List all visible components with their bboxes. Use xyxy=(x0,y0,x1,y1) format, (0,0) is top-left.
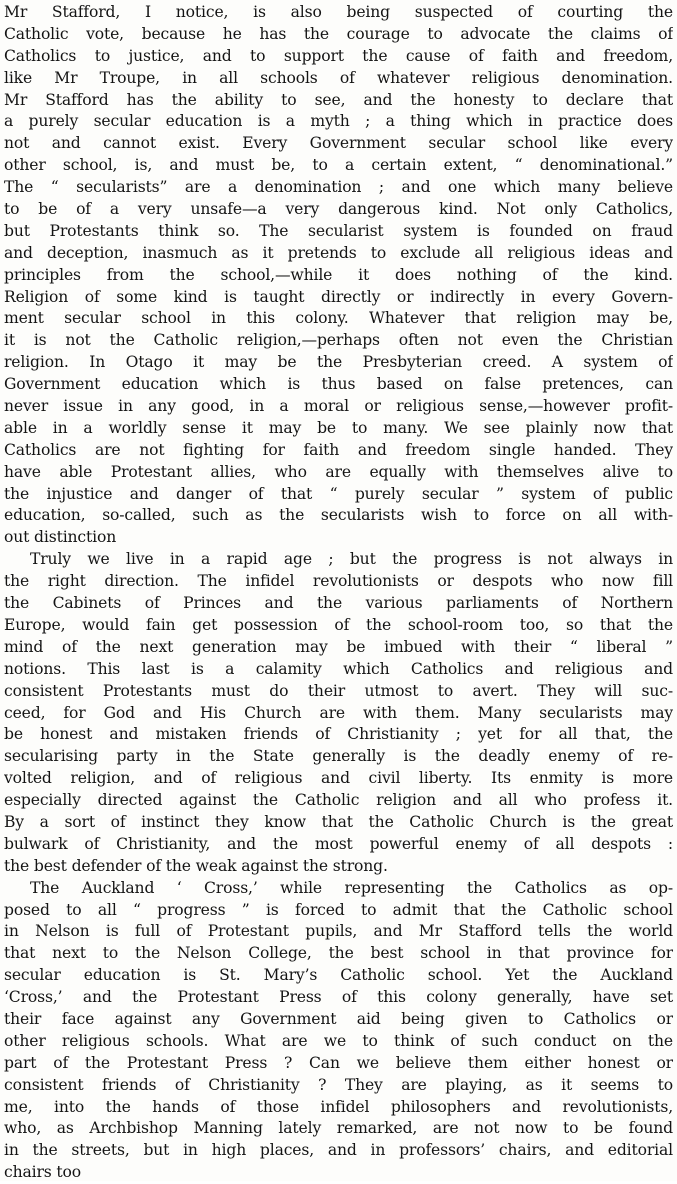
text-line: me, into the hands of those infidel philosophers and revolutionists, xyxy=(4,1097,673,1116)
text-line: that next to the Nelson College, the best school in that province for xyxy=(4,944,673,963)
text-line: to be of a very unsafe—a very dangerous kind. Not only Catholics, xyxy=(4,200,673,219)
text-line: the injustice and danger of that “ purely secular ” system of public xyxy=(4,484,673,503)
text-line: their face against any Government aid being given to Catholics or xyxy=(4,1009,673,1028)
text-line: able in a worldly sense it may be to many. We see plainly now that xyxy=(4,418,673,437)
text-line: in the streets, but in high places, and in professors’ chairs, and editorial xyxy=(4,1141,673,1160)
text-line: other school, is, and must be, to a certain extent, “ denominational.” xyxy=(4,156,673,175)
text-line: Mr Stafford, I notice, is also being suspected of courting the xyxy=(4,3,673,21)
text-line: Mr Stafford has the ability to see, and the honesty to declare that xyxy=(4,90,673,109)
text-line: but Protestants think so. The secularist system is founded on fraud xyxy=(4,221,673,240)
text-line: out distinction xyxy=(4,528,117,547)
text-line: a purely secular education is a myth ; a thing which in practice does xyxy=(4,112,673,131)
text-line: like Mr Troupe, in all schools of whatever religious denomination. xyxy=(4,68,673,87)
text-line: ceed, for God and His Church are with them. Many secularists may xyxy=(4,703,673,722)
article-column xyxy=(4,2,673,1184)
text-line: education, so-called, such as the secularists wish to force on all with- xyxy=(4,506,673,525)
text-line: ment secular school in this colony. Whatever that religion may be, xyxy=(4,309,673,328)
text-line: the best defender of the weak against the strong. xyxy=(4,856,388,875)
article-paragraph xyxy=(4,2,673,549)
article-paragraph xyxy=(4,878,673,1184)
text-line: mind of the next generation may be imbued with their “ liberal ” xyxy=(4,637,673,656)
text-line: secular education is St. Mary’s Catholic school. Yet the Auckland xyxy=(4,966,673,985)
text-line: have able Protestant allies, who are equally with themselves alive to xyxy=(4,462,673,481)
text-line: Catholics to justice, and to support the cause of faith and freedom, xyxy=(4,46,673,65)
text-line: religion. In Otago it may be the Presbyterian creed. A system of xyxy=(4,353,673,372)
text-line: By a sort of instinct they know that the Catholic Church is the great xyxy=(4,812,673,831)
text-line: Europe, would fain get possession of the school-room too, so that the xyxy=(4,615,673,634)
text-line: consistent Protestants must do their utmost to avert. They will suc- xyxy=(4,681,673,700)
text-line: The “ secularists” are a denomination ; and one which many believe xyxy=(4,178,673,197)
text-line: bulwark of Christianity, and the most powerful enemy of all despots : xyxy=(4,834,673,853)
article-paragraph xyxy=(4,549,673,877)
text-line: other religious schools. What are we to think of such conduct on the xyxy=(4,1031,673,1050)
text-line: in Nelson is full of Protestant pupils, and Mr Stafford tells the world xyxy=(4,922,673,941)
text-line: especially directed against the Catholic religion and all who profess it. xyxy=(4,791,673,810)
text-line: the Cabinets of Princes and the various parliaments of Northern xyxy=(4,594,673,613)
text-line: not and cannot exist. Every Government secular school like every xyxy=(4,134,673,153)
text-line: Catholics are not fighting for faith and freedom single handed. They xyxy=(4,440,673,459)
text-line: chairs too xyxy=(4,1163,82,1182)
text-line: be honest and mistaken friends of Christianity ; yet for all that, the xyxy=(4,725,673,744)
text-line: Truly we live in a rapid age ; but the progress is not always in xyxy=(30,550,673,569)
text-line: volted religion, and of religious and civil liberty. Its enmity is more xyxy=(4,769,673,788)
text-line: never issue in any good, in a moral or religious sense,—however profit- xyxy=(4,397,673,416)
text-line: the right direction. The infidel revolutionists or despots who now fill xyxy=(4,572,673,591)
text-line: The Auckland ‘ Cross,’ while representing the Catholics as op- xyxy=(30,878,673,897)
text-line: ‘Cross,’ and the Protestant Press of this colony generally, have set xyxy=(4,988,673,1007)
text-line: consistent friends of Christianity ? They are playing, as it seems to xyxy=(4,1075,673,1094)
text-line: secularising party in the State generally is the deadly enemy of re- xyxy=(4,747,673,766)
text-line: who, as Archbishop Manning lately remarked, are not now to be found xyxy=(4,1119,673,1138)
text-line: it is not the Catholic religion,—perhaps often not even the Christian xyxy=(4,331,673,350)
text-line: Government education which is thus based on false pretences, can xyxy=(4,375,673,394)
text-line: notions. This last is a calamity which Catholics and religious and xyxy=(4,659,673,678)
text-line: principles from the school,—while it does nothing of the kind. xyxy=(4,265,673,284)
text-line: and deception, inasmuch as it pretends to exclude all religious ideas and xyxy=(4,243,673,262)
text-line: Religion of some kind is taught directly or indirectly in every Govern- xyxy=(4,287,673,306)
text-line: Catholic vote, because he has the courage to advocate the claims of xyxy=(4,24,673,43)
text-line: posed to all “ progress ” is forced to admit that the Catholic school xyxy=(4,900,673,919)
text-line: part of the Protestant Press ? Can we believe them either honest or xyxy=(4,1053,673,1072)
